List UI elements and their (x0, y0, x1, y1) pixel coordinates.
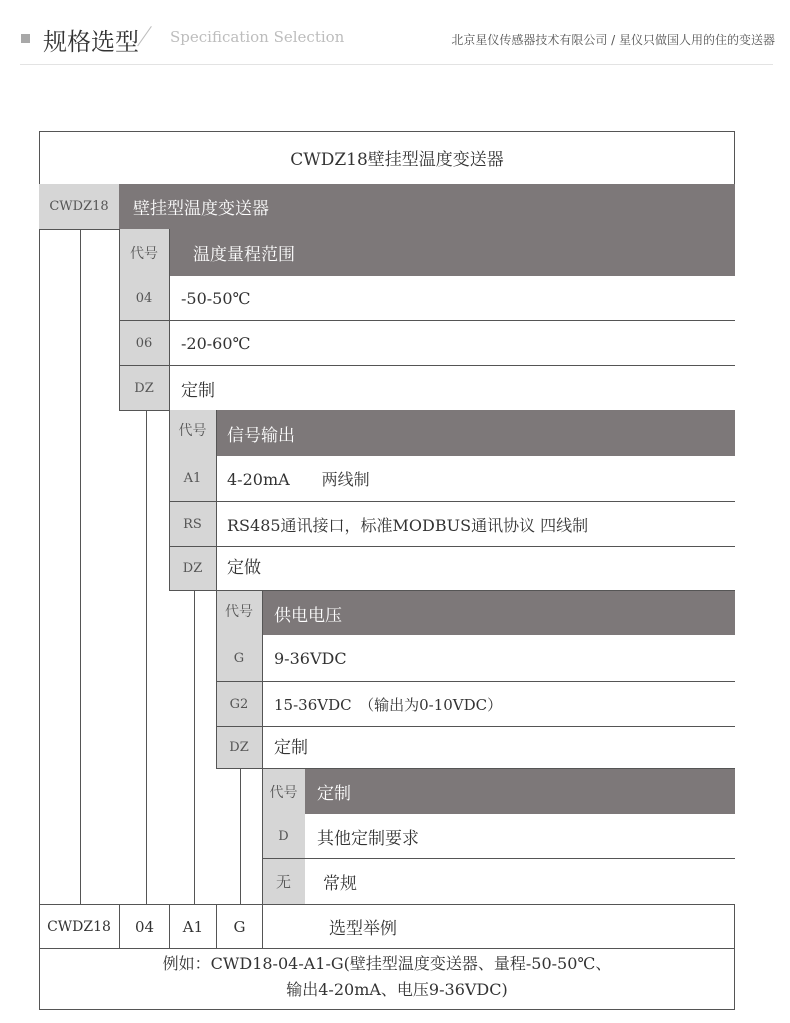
model-name-header: 壁挂型温度变送器 (119, 184, 735, 229)
model-code-cell: CWDZ18 (39, 184, 119, 229)
output-value-a1: 4-20mA 两线制 (216, 456, 735, 501)
example-label: 选型举例 (329, 919, 397, 939)
output-value-rs: RS485通讯接口，标准MODBUS通讯协议 四线制 (216, 502, 735, 546)
header-square-icon (21, 34, 30, 43)
output-code-rs: RS (169, 502, 216, 546)
output-code-header: 代号 (169, 410, 216, 456)
connector-line (80, 229, 81, 904)
example-code-output: A1 (182, 917, 204, 936)
custom-value-d: 其他定制要求 (305, 814, 735, 858)
range-value-06: -20-60℃ (169, 321, 735, 365)
connector-line (169, 229, 170, 590)
row-divider (119, 410, 169, 411)
power-header: 供电电压 (262, 591, 735, 635)
connector-line (194, 590, 195, 904)
page-title: 规格选型 (43, 28, 139, 56)
custom-value-none: 常规 (305, 859, 735, 904)
custom-code-none: 无 (262, 859, 305, 904)
custom-code-header: 代号 (262, 769, 305, 814)
example-note-line-2: 输出4-20mA、电压9-36VDC) (286, 980, 508, 999)
range-code-04: 04 (119, 276, 169, 320)
power-value-g: 9-36VDC (262, 635, 735, 681)
range-code-06: 06 (119, 321, 169, 365)
range-value-dz: 定制 (169, 366, 735, 410)
example-code-model: CWDZ18 (47, 918, 111, 935)
output-code-a1: A1 (169, 456, 216, 501)
row-divider (169, 590, 216, 591)
output-header: 信号输出 (216, 410, 735, 456)
power-code-g2: G2 (216, 682, 262, 726)
power-code-g: G (216, 635, 262, 681)
header-divider (137, 26, 152, 46)
connector-line (216, 410, 217, 768)
connector-line (262, 591, 263, 904)
power-code-header: 代号 (216, 591, 262, 635)
connector-line (240, 768, 241, 904)
row-divider (39, 229, 119, 230)
company-tagline: 北京星仪传感器技术有限公司 / 星仪只做国人用的住的变送器 (451, 33, 775, 47)
row-divider (39, 948, 735, 949)
range-code-dz: DZ (119, 366, 169, 410)
connector-line (146, 410, 147, 904)
range-code-header: 代号 (119, 229, 169, 276)
custom-code-d: D (262, 814, 305, 858)
power-code-dz: DZ (216, 727, 262, 768)
connector-line (119, 229, 120, 411)
example-code-power: G (233, 917, 246, 936)
example-code-range: 04 (134, 917, 155, 936)
custom-header: 定制 (305, 769, 735, 814)
power-value-dz: 定制 (262, 727, 735, 768)
header-rule (20, 64, 773, 65)
row-divider (216, 768, 262, 769)
output-code-dz: DZ (169, 547, 216, 590)
range-value-04: -50-50℃ (169, 276, 735, 320)
page-subtitle: Specification Selection (170, 28, 345, 46)
example-note-line-1: 例如：CWD18-04-A1-G(壁挂型温度变送器、量程-50-50℃、 (162, 954, 612, 973)
power-value-g2: 15-36VDC （输出为0-10VDC） (262, 682, 735, 726)
range-header: 温度量程范围 (169, 229, 735, 276)
example-note (40, 951, 734, 1003)
table-title: CWDZ18壁挂型温度变送器 (290, 150, 504, 170)
output-value-dz: 定做 (216, 547, 735, 590)
